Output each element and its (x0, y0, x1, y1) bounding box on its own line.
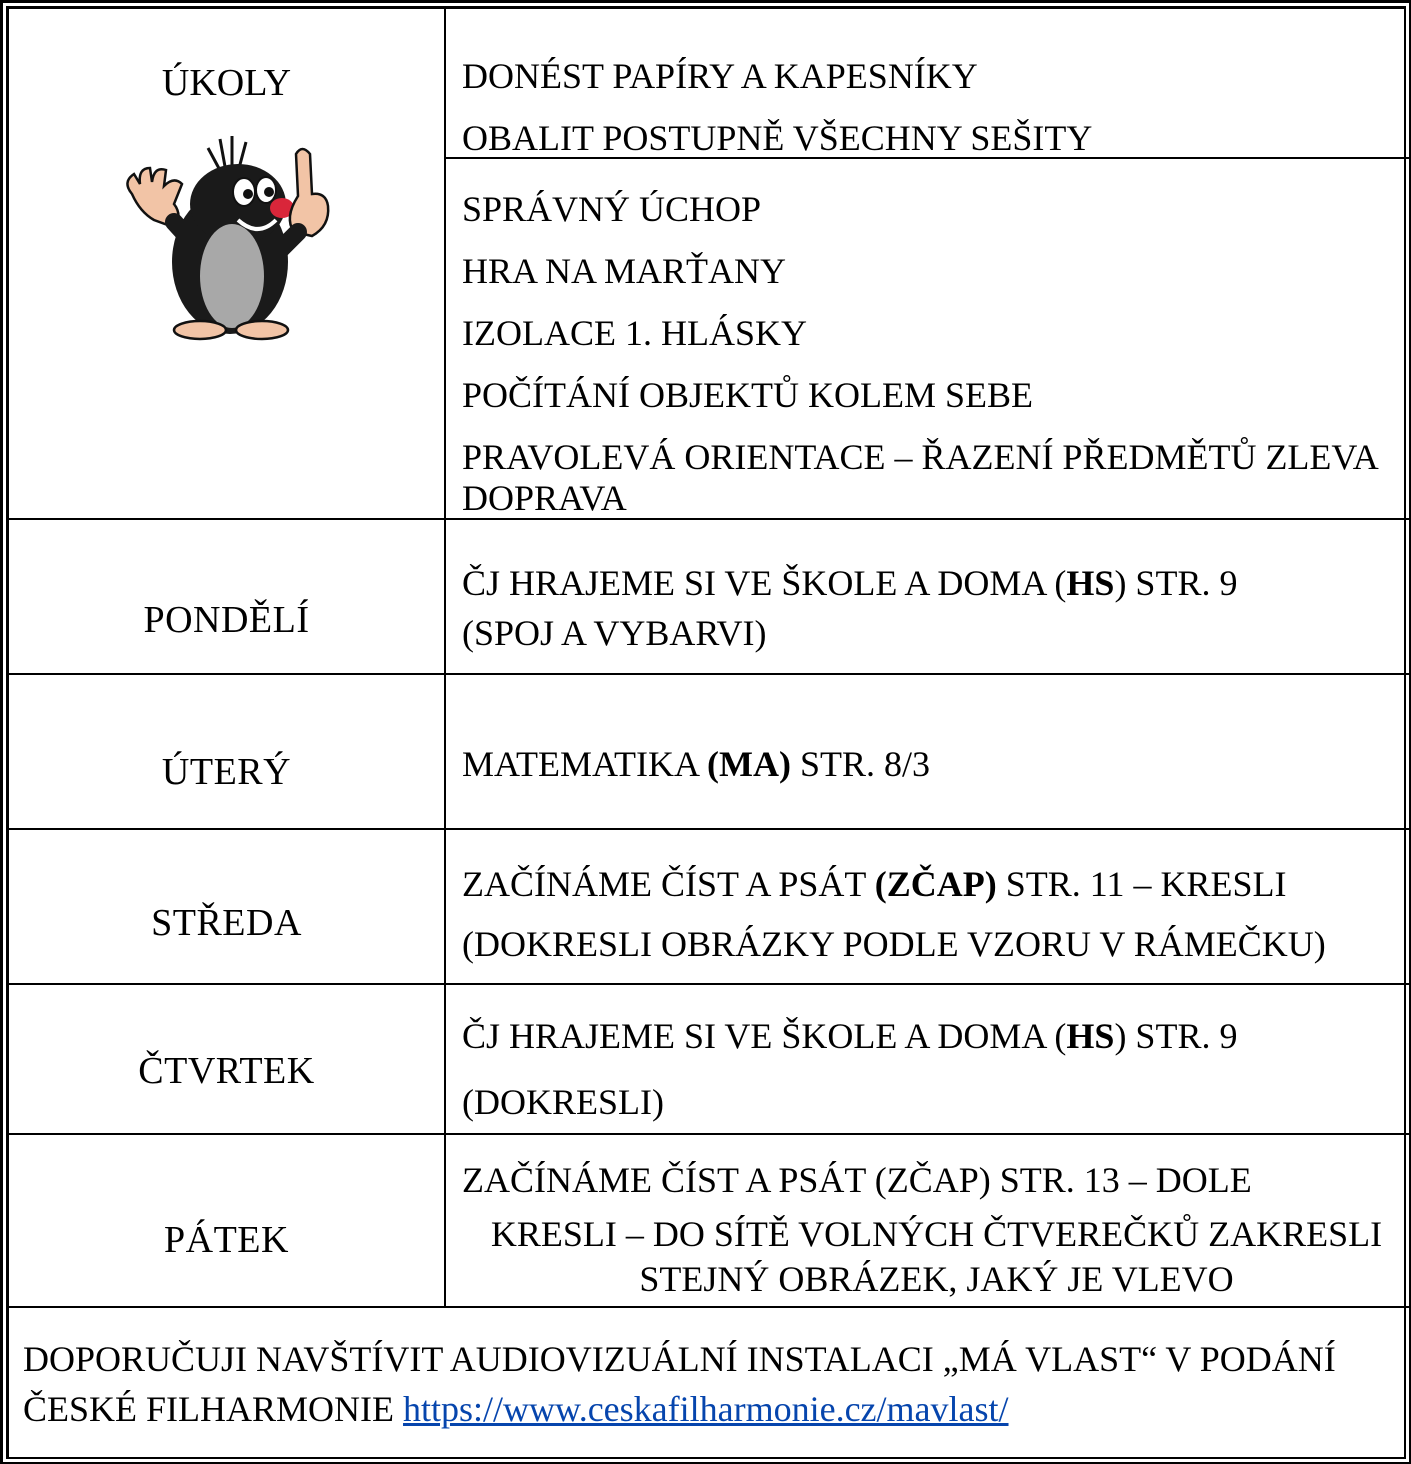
task-item: DONÉST PAPÍRY A KAPESNÍKY (462, 56, 978, 96)
task-line: MATEMATIKA (MA) STR. 8/3 (462, 744, 930, 784)
task-line: ZAČÍNÁME ČÍST A PSÁT (ZČAP) STR. 13 – DOLE (462, 1160, 1252, 1200)
day-row-friday (9, 1135, 1411, 1308)
day-tasks (446, 675, 1411, 828)
day-label: ÚTERÝ (161, 750, 292, 793)
task-line: STEJNÝ OBRÁZEK, JAKÝ JE VLEVO (639, 1259, 1234, 1299)
activities-cell (446, 161, 1411, 518)
task-line: ČJ HRAJEME SI VE ŠKOLE A DOMA (HS) STR. 9 (462, 1016, 1238, 1056)
mole-icon (120, 134, 340, 344)
activity-item: HRA NA MARŤANY (462, 251, 787, 291)
task-line: (DOKRESLI OBRÁZKY PODLE VZORU V RÁMEČKU) (462, 924, 1326, 964)
task-line: KRESLI – DO SÍTĚ VOLNÝCH ČTVEREČKŮ ZAKRESLI (490, 1214, 1383, 1254)
day-label: PÁTEK (164, 1218, 289, 1261)
activity-item: IZOLACE 1. HLÁSKY (462, 313, 807, 353)
day-label: STŘEDA (151, 901, 302, 944)
header-row (446, 9, 1411, 159)
activity-item: PRAVOLEVÁ ORIENTACE – ŘAZENÍ PŘEDMĚTŮ ZLEVA (462, 437, 1379, 477)
day-row-tuesday (9, 675, 1411, 830)
day-tasks (446, 1135, 1411, 1306)
note-line: DOPORUČUJI NAVŠTÍVIT AUDIOVIZUÁLNÍ INSTALACI „MÁ VLAST“ V PODÁNÍ (23, 1339, 1336, 1379)
task-line: (SPOJ A VYBARVI) (462, 613, 767, 653)
task-item: OBALIT POSTUPNĚ VŠECHNY SEŠITY (462, 118, 1093, 158)
day-row-thursday (9, 985, 1411, 1135)
task-line: (DOKRESLI) (462, 1082, 664, 1122)
tasks-cell (446, 9, 1411, 157)
day-label: ČTVRTEK (138, 1050, 315, 1092)
header-label: ÚKOLY (161, 62, 292, 104)
day-label: PONDĚLÍ (143, 598, 310, 641)
header-left-cell (9, 9, 444, 520)
ceska-filharmonie-link[interactable]: https://www.ceskafilharmonie.cz/mavlast/ (403, 1389, 1009, 1429)
task-line: ZAČÍNÁME ČÍST A PSÁT (ZČAP) STR. 11 – KRESLI (462, 864, 1287, 904)
activity-item: POČÍTÁNÍ OBJEKTŮ KOLEM SEBE (462, 375, 1033, 415)
recommendation-note (9, 1308, 1411, 1434)
day-tasks (446, 520, 1411, 673)
activity-item: SPRÁVNÝ ÚCHOP (462, 189, 762, 229)
day-row-monday (9, 520, 1411, 675)
day-tasks (446, 830, 1411, 983)
day-tasks (446, 985, 1411, 1133)
day-row-wednesday (9, 830, 1411, 985)
note-line: ČESKÉ FILHARMONIE https://www.ceskafilharmonie.cz/mavlast/ (23, 1389, 1009, 1429)
activity-item: DOPRAVA (462, 478, 627, 518)
task-line: ČJ HRAJEME SI VE ŠKOLE A DOMA (HS) STR. 9 (462, 563, 1238, 603)
